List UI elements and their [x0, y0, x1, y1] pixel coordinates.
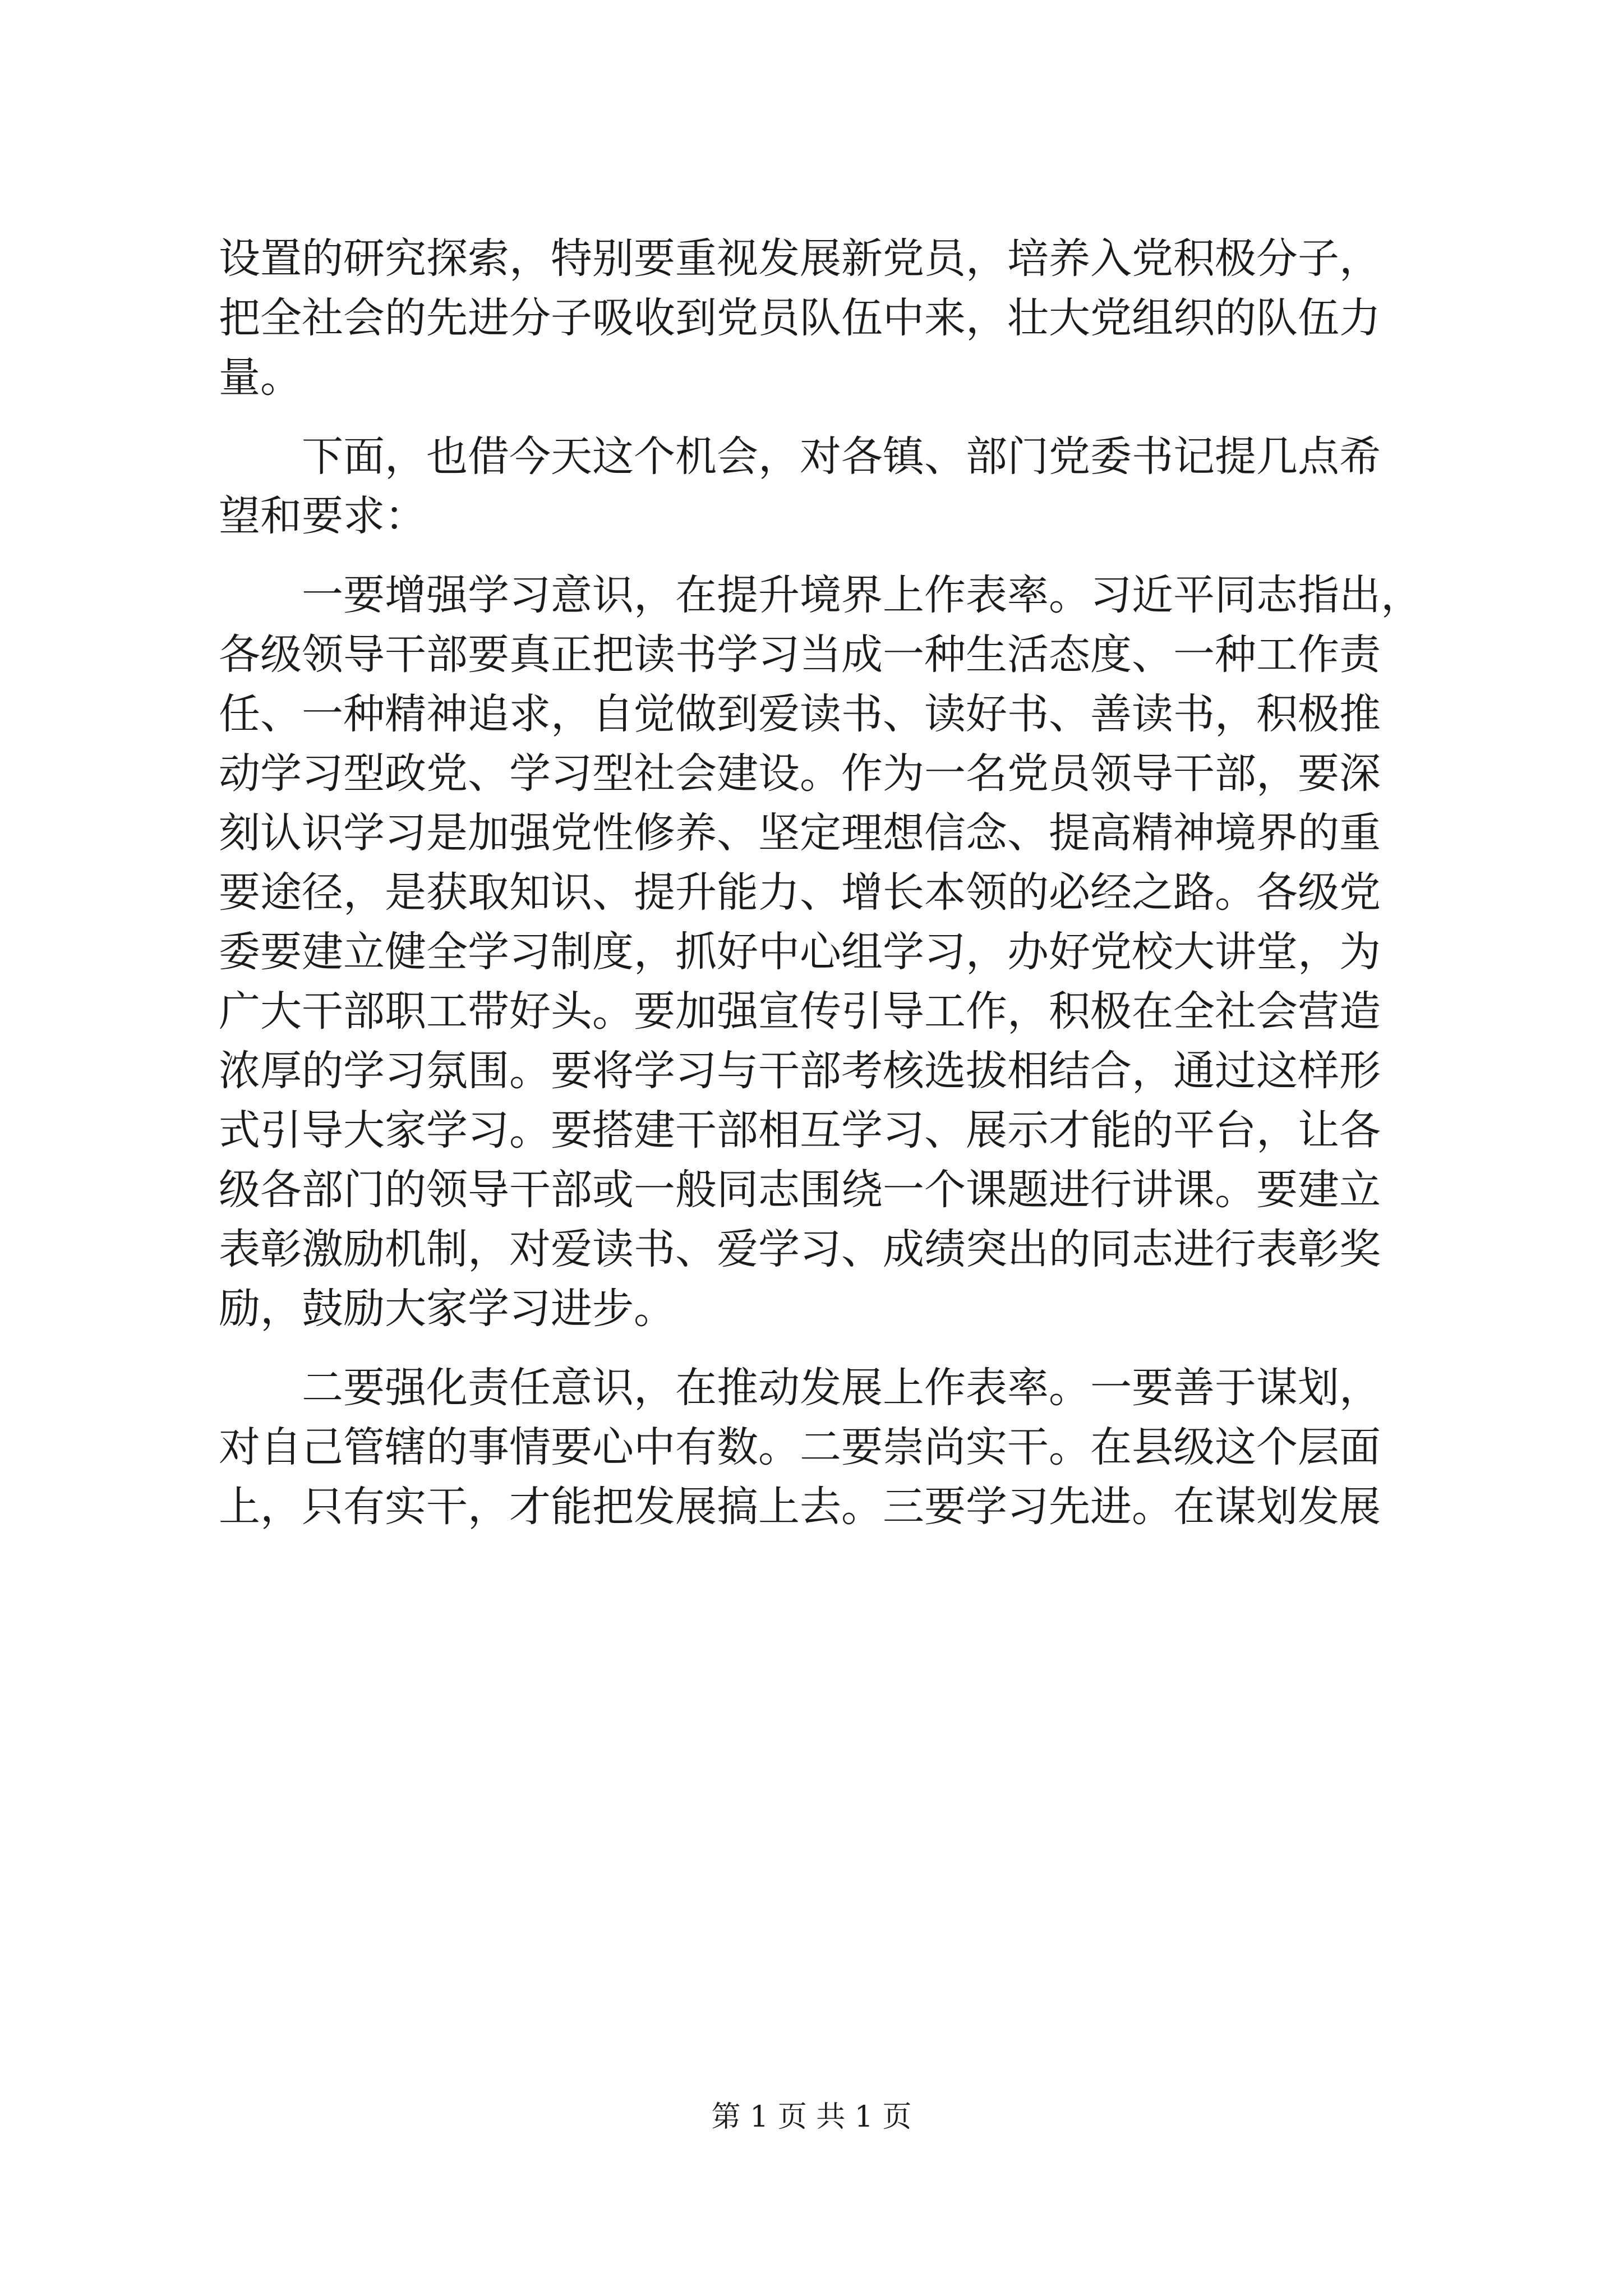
text-line-10: 刻认识学习是加强党性修养、坚定理想信念、提高精神境界的重 — [219, 809, 1381, 857]
text-line-21: 上，只有实干，才能把发展搞上去。三要学习先进。在谋划发展 — [219, 1483, 1381, 1531]
text-line-12: 委要建立健全学习制度，抓好中心组学习，办好党校大讲堂，为 — [219, 928, 1381, 976]
text-line-8: 任、一种精神追求，自觉做到爱读书、读好书、善读书，积极推 — [219, 690, 1381, 738]
text-line-7: 各级领导干部要真正把读书学习当成一种生活态度、一种工作责 — [219, 631, 1381, 679]
text-line-15: 式引导大家学习。要搭建干部相互学习、展示才能的平台，让各 — [219, 1106, 1381, 1154]
text-line-4: 下面，也借今天这个机会，对各镇、部门党委书记提几点希 — [302, 432, 1381, 481]
text-line-17: 表彰激励机制，对爱读书、爱学习、成绩突出的同志进行表彰奖 — [219, 1225, 1381, 1273]
text-line-13: 广大干部职工带好头。要加强宣传引导工作，积极在全社会营造 — [219, 987, 1381, 1036]
text-line-19: 二要强化责任意识，在推动发展上作表率。一要善于谋划， — [302, 1364, 1381, 1412]
text-line-3: 量。 — [219, 353, 302, 402]
text-line-9: 动学习型政党、学习型社会建设。作为一名党员领导干部，要深 — [219, 749, 1381, 798]
text-line-20: 对自己管辖的事情要心中有数。二要崇尚实干。在县级这个层面 — [219, 1423, 1381, 1471]
text-line-6: 一要增强学习意识，在提升境界上作表率。习近平同志指出， — [302, 571, 1422, 619]
text-line-11: 要途径，是获取知识、提升能力、增长本领的必经之路。各级党 — [219, 868, 1381, 917]
page-number-footer: 第 1 页 共 1 页 — [711, 2100, 912, 2134]
text-line-14: 浓厚的学习氛围。要将学习与干部考核选拔相结合，通过这样形 — [219, 1047, 1381, 1095]
text-line-2: 把全社会的先进分子吸收到党员队伍中来，壮大党组织的队伍力 — [219, 294, 1381, 342]
text-line-18: 励，鼓励大家学习进步。 — [219, 1285, 675, 1333]
text-line-16: 级各部门的领导干部或一般同志围绕一个课题进行讲课。要建立 — [219, 1166, 1381, 1214]
text-line-1: 设置的研究探索，特别要重视发展新党员，培养入党积极分子， — [219, 234, 1381, 283]
text-line-5: 望和要求： — [219, 492, 426, 540]
